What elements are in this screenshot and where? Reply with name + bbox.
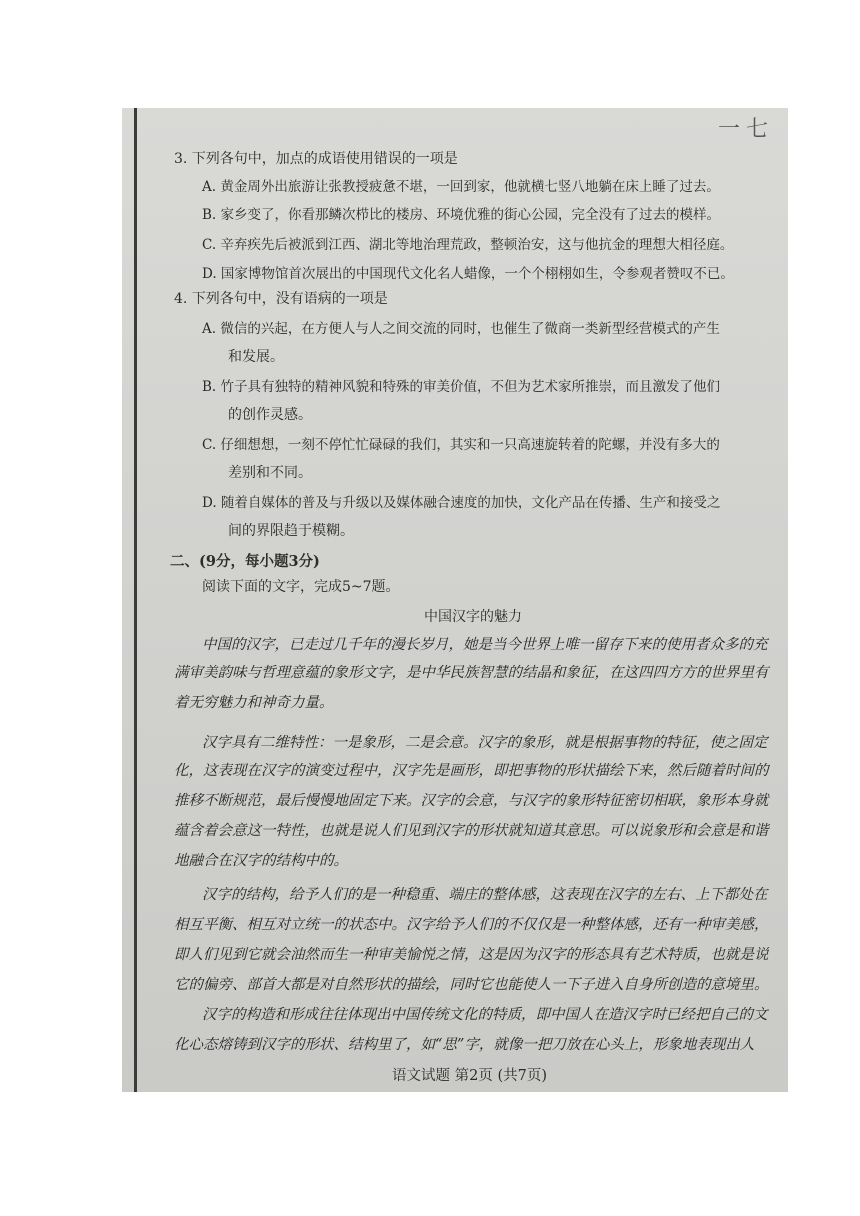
section-2-instruction: 阅读下面的文字，完成5~7题。 bbox=[202, 579, 400, 595]
page-footer: 语文试题 第2页 (共7页) bbox=[392, 1068, 547, 1084]
q4-option-d-line2: 间的界限趋于模糊。 bbox=[228, 523, 354, 539]
passage-line: 相互平衡、相互对立统一的状态中。汉字给予人们的不仅仅是一种整体感，还有一种审美感， bbox=[174, 917, 769, 933]
q4-option-a-line1: A. 微信的兴起，在方便人与人之间交流的同时，也催生了微商一类新型经营模式的产生 bbox=[202, 321, 720, 337]
passage-line: 化心态熔铸到汉字的形状、结构里了，如“思”字，就像一把刀放在心头上，形象地表现出人 bbox=[174, 1037, 755, 1053]
q3-option-b: B. 家乡变了，你看那鳞次栉比的楼房、环境优雅的街心公园，完全没有了过去的模样。 bbox=[202, 207, 721, 223]
passage-line: 它的偏旁、部首大都是对自然形状的描绘，同时它也能使人一下子进入自身所创造的意境里。 bbox=[174, 977, 769, 993]
passage-line: 汉字的构造和形成往往体现出中国传统文化的特质，即中国人在造汉字时已经把自己的文 bbox=[202, 1007, 768, 1023]
q4-option-b-line1: B. 竹子具有独特的精神风貌和特殊的审美价值，不但为艺术家所推崇，而且激发了他们 bbox=[202, 379, 721, 395]
scanned-exam-page bbox=[122, 108, 788, 1092]
q4-option-c-line2: 差别和不同。 bbox=[228, 465, 312, 481]
passage-line: 着无穷魅力和神奇力量。 bbox=[174, 695, 334, 711]
question-3-stem: 3. 下列各句中，加点的成语使用错误的一项是 bbox=[174, 151, 458, 167]
corner-mark: 一七 bbox=[717, 117, 774, 142]
q4-option-a-line2: 和发展。 bbox=[228, 349, 284, 365]
passage-line: 地融合在汉字的结构中的。 bbox=[174, 853, 348, 869]
passage-title: 中国汉字的魅力 bbox=[424, 609, 522, 625]
q4-option-d-line1: D. 随着自媒体的普及与升级以及媒体融合速度的加快，文化产品在传播、生产和接受之 bbox=[202, 495, 721, 511]
section-2-heading: 二、(9分，每小题3分) bbox=[170, 553, 320, 570]
passage-line: 汉字具有二维特性：一是象形，二是会意。汉字的象形，就是根据事物的特征，使之固定 bbox=[202, 735, 768, 751]
q3-option-c: C. 辛弃疾先后被派到江西、湖北等地治理荒政，整顿治安，这与他抗金的理想大相径庭。 bbox=[202, 237, 734, 253]
passage-line: 汉字的结构，给予人们的是一种稳重、端庄的整体感，这表现在汉字的左右、上下都处在 bbox=[202, 887, 768, 903]
q3-option-a: A. 黄金周外出旅游让张教授疲惫不堪，一回到家，他就横七竖八地躺在床上睡了过去。 bbox=[202, 179, 720, 195]
q4-option-c-line1: C. 仔细想想，一刻不停忙忙碌碌的我们，其实和一只高速旋转着的陀螺，并没有多大的 bbox=[202, 437, 720, 453]
passage-line: 推移不断规范，最后慢慢地固定下来。汉字的会意，与汉字的象形特征密切相联，象形本身就 bbox=[174, 793, 769, 809]
passage-line: 蕴含着会意这一特性，也就是说人们见到汉字的形状就知道其意思。可以说象形和会意是和谐 bbox=[174, 823, 769, 839]
passage-line: 化，这表现在汉字的演变过程中，汉字先是画形，即把事物的形状描绘下来，然后随着时间的 bbox=[174, 763, 769, 779]
question-4-stem: 4. 下列各句中，没有语病的一项是 bbox=[174, 291, 388, 307]
passage-line: 中国的汉字，已走过几千年的漫长岁月，她是当今世界上唯一留存下来的使用者众多的充 bbox=[202, 637, 768, 653]
passage-line: 即人们见到它就会油然而生一种审美愉悦之情，这是因为汉字的形态具有艺术特质，也就是说 bbox=[174, 947, 769, 963]
q4-option-b-line2: 的创作灵感。 bbox=[228, 407, 312, 423]
q3-option-d: D. 国家博物馆首次展出的中国现代文化名人蜡像，一个个栩栩如生，令参观者赞叹不已。 bbox=[202, 266, 734, 282]
passage-line: 满审美韵味与哲理意蕴的象形文字，是中华民族智慧的结晶和象征，在这四四方方的世界里有 bbox=[174, 665, 769, 681]
page-binding-edge bbox=[134, 108, 137, 1092]
